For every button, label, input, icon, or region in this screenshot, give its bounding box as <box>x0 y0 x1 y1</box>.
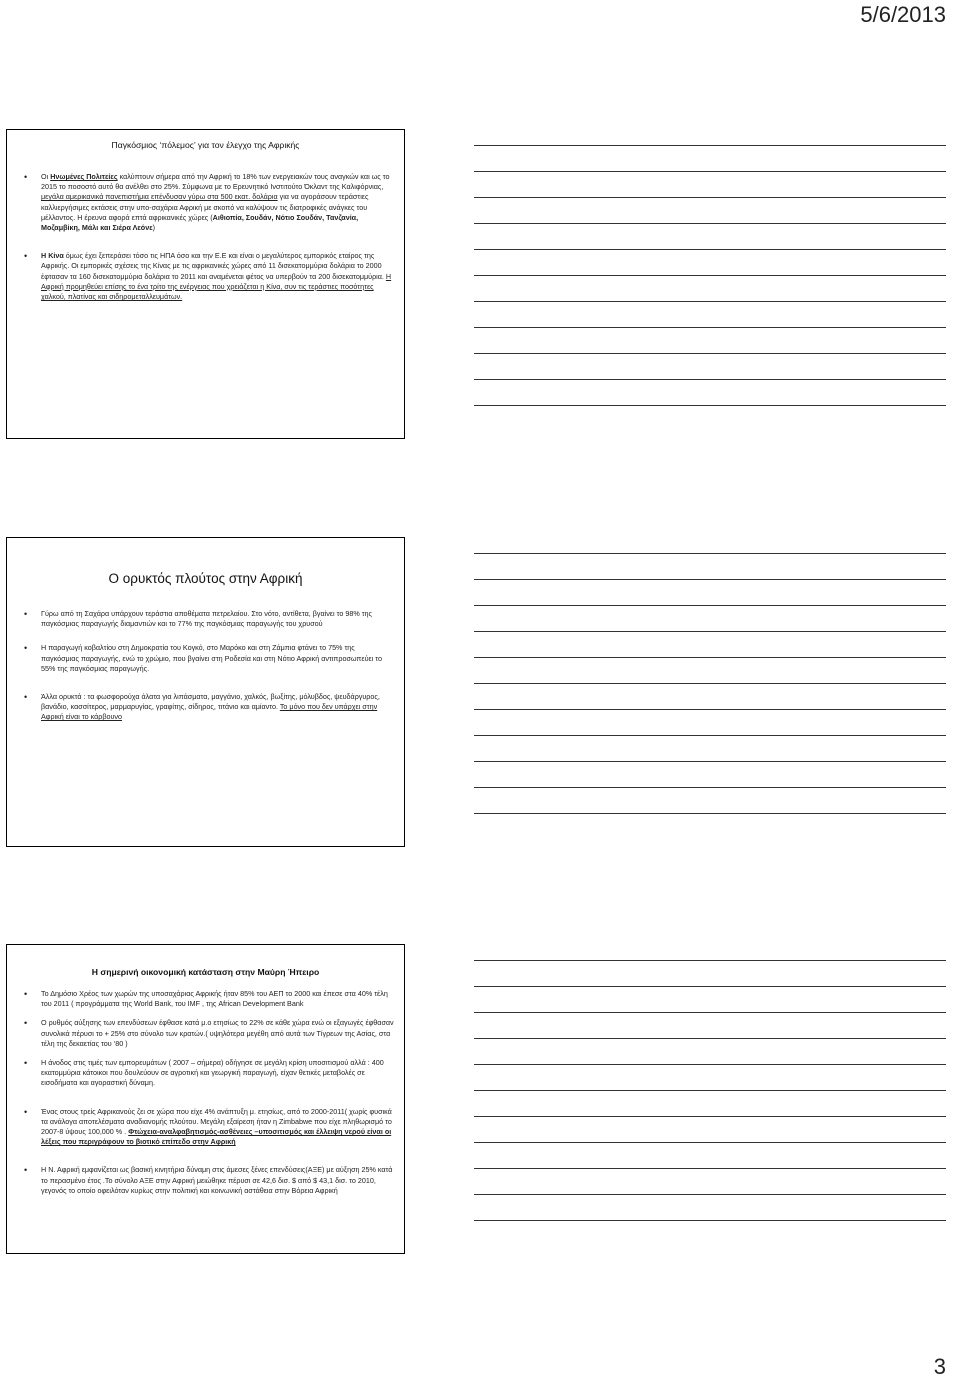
slide-3-title: Η σημερινή οικονομική κατάσταση στην Μαύρη Ήπειρο <box>91 967 320 977</box>
slide-1-title: Παγκόσμιος ‘πόλεμος’ για τον έλεγχο της Αφρικής <box>111 140 300 150</box>
text-run: Η Ν. Αφρική εμφανίζεται ως βασική κινητήρια δύναμη στις άμεσες ξένες επενδύσεις(ΑΞΕ) με αύξηση 25% κατά το περασμένο έτος .Το σύνολο ΑΞΕ στην Αφρική μειώθηκε πέρυσι σε 42,6 δισ. $ από $ 43,1 δισ. το 2010, γεγονός το οποίο οφειλόταν κυρίως στην πολιτική και κοινωνική αστάθεια στην Βόρεια Αφρική <box>41 1165 393 1195</box>
notes-line <box>474 960 946 961</box>
notes-line <box>474 327 946 328</box>
text-run: ) <box>152 223 156 233</box>
slide-3 <box>6 944 405 1254</box>
notes-line <box>474 657 946 658</box>
text-run: καλύπτουν σήμερα από την Αφρική το 18% των ενεργειακών τους αναγκών και ως το 2015 το ποσοστό αυτό θα ανέλθει στο 25%. Σύμφωνα με το Ερευνητικό Ινστιτούτο Όκλαντ της Καλιφόρνιας, <box>41 172 390 192</box>
text-run: Φτώχεια-αναλφαβητισμός-ασθένειες –υποσιτισμός και έλλειψη νερού είναι οι λέξεις που περιγράφουν το βιοτικό επίπεδο στην Αφρική <box>41 1127 392 1147</box>
text-run: μεγάλα αμερικανικά πανεπιστήμια επένδυσαν γύρω στα 500 εκατ. δολάρια <box>41 192 278 202</box>
slide-3-bullet-4 <box>17 1107 394 1148</box>
notes-line <box>474 986 946 987</box>
notes-line <box>474 249 946 250</box>
notes-line <box>474 1064 946 1065</box>
notes-line <box>474 813 946 814</box>
notes-line <box>474 579 946 580</box>
text-run: Άλλα ορυκτά : τα φωσφορούχα άλατα για λιπάσματα, μαγγάνιο, χαλκός, βωξίτης, μόλυβδος, ψευδάργυρος, βανάδιο, κασσίτερος, μαρμαρυγίας, γραφίτης, σίδηρος, τιτάνιο και αμίαντο. <box>41 692 380 712</box>
text-run: Το Δημόσιο Χρέος των χωρών της υποσαχάριας Αφρικής ήταν 85% του ΑΕΠ το 2000 και έπεσε στα 40% τέλη του 2011 ( προγράμματα της World Bank, του IMF , της African Development Bank <box>41 989 388 1009</box>
notes-line <box>474 631 946 632</box>
notes-line <box>474 301 946 302</box>
notes-line <box>474 709 946 710</box>
notes-line <box>474 787 946 788</box>
text-run: Οι <box>41 172 51 181</box>
notes-line <box>474 683 946 684</box>
notes-line <box>474 1090 946 1091</box>
notes-line <box>474 761 946 762</box>
slide-1-bullet-2 <box>17 251 394 302</box>
notes-line <box>474 1142 946 1143</box>
text-run: Ο ρυθμός αύξησης των επενδύσεων έφθασε κατά μ.ο ετησίως το 22% σε κάθε χώρα ενώ οι εξαγωγές έφθασαν συνολικά πέρυσι το + 25% στο σύνολο των κρατών.( υψηλότερα μεγέθη από αυτά των Τίγρεων της Ασίας, στα τέλη της δεκαετίας του ‘80 ) <box>41 1018 394 1048</box>
notes-line <box>474 405 946 406</box>
slide-2-title: Ο ορυκτός πλούτος στην Αφρική <box>108 571 303 586</box>
text-run: όμως έχει ξεπεράσει τόσο τις ΗΠΑ όσο και την Ε.Ε και είναι ο μεγαλύτερος εμπορικός εταίρος της Αφρικής. Οι εμπορικές σχέσεις της Κίνας με τις αφρικανικές χώρες από 11 δισεκατομμύρια δολάρια το 2000 έφτασαν τα 160 δισεκατομμύρια δολάρια το 2011 και αναμένεται φέτος να υπερβούν τα 200 δισεκατομμύρια. <box>41 251 386 281</box>
text-run: Η παραγωγή κοβαλτίου στη Δημοκρατία του Κογκό, στο Μαρόκο και στη Ζάμπια φτάνει το 75% της παγκόσμιας παραγωγής, ενώ το χρώμιο, που βγαίνει στη Ροδεσία και στη Νότιο Αφρική αντιπροσωπεύει το 55% της παγκόσμιας παραγωγής. <box>41 643 383 673</box>
slide-3-bullet-3 <box>17 1058 394 1089</box>
notes-line <box>474 223 946 224</box>
text-run: Αιθιοπία, Σουδάν, Νότιο Σουδάν, Τανζανία, Μοζαμβίκη, Μάλι και Σιέρα Λεόνε <box>41 212 359 233</box>
notes-line <box>474 379 946 380</box>
text-run: Γύρω από τη Σαχάρα υπάρχουν τεράστια αποθέματα πετρελαίου. Στο νότο, αντίθετα, βγαίνει το 98% της παγκόσμιας παραγωγής διαμαντιών και το 77% της παγκόσμιας παραγωγής του χρυσού <box>41 609 373 629</box>
text-run: Η άνοδος στις τιμές των εμπορευμάτων ( 2007 – σήμερα) οδήγησε σε μεγάλη κρίση υποσιτισμού αλλά : 400 εκατομμύρια κάτοικοι που δουλεύουν σε αγροτική και γεωργική παραγωγή, είχαν θετικές μεταβολές σε εισοδήματα και αγοραστική δύναμη. <box>41 1058 384 1088</box>
slide-2 <box>6 537 405 847</box>
slide-1-bullet-1 <box>17 172 394 233</box>
slide-3-bullet-2 <box>17 1018 394 1049</box>
notes-line <box>474 1038 946 1039</box>
slide-1 <box>6 129 405 439</box>
notes-line <box>474 735 946 736</box>
notes-line <box>474 1168 946 1169</box>
text-run: για να αγοράσουν τεράστιες καλλιεργήσιμες εκτάσεις στην υπο-σαχάρια Αφρική με σκοπό να καλύψουν τις διατροφικές ανάγκες του μέλλοντος. Η έρευνα αφορά επτά αφρικανικές χώρες ( <box>41 192 369 222</box>
text-run: Το μόνο που δεν υπάρχει στην Αφρική είναι το κάρβουνο <box>41 702 378 722</box>
header-date: 5/6/2013 <box>860 2 946 27</box>
notes-line <box>474 145 946 146</box>
notes-line <box>474 605 946 606</box>
notes-line <box>474 1194 946 1195</box>
slide-2-bullet-3 <box>17 692 394 723</box>
slide-2-bullet-2 <box>17 643 394 674</box>
text-run: Η Αφρική προμηθεύει επίσης το ένα τρίτο της ενέργειας που χρειάζεται η Κίνα, συν τις τεράστιες ποσότητες χαλκού, πλατίνας και σιδηρομεταλλευμάτων. <box>41 271 392 302</box>
text-run: Ένας στους τρείς Αφρικανούς ζει σε χώρα που είχε 4% ανάπτυξη μ. ετησίως, από το 2000-2011( χωρίς φυσικά τα ανάλογα αποτελέσματα αναδιανομής πλούτου. Μεγάλη εξαίρεση ήταν η Zimbabwe που είχε πληθωρισμό το 2007-8 ύψους 100,000 % . <box>41 1106 392 1137</box>
notes-line <box>474 353 946 354</box>
notes-line <box>474 1220 946 1221</box>
notes-line <box>474 553 946 554</box>
notes-line <box>474 275 946 276</box>
notes-line <box>474 171 946 172</box>
page-number: 3 <box>933 1354 946 1379</box>
notes-line <box>474 197 946 198</box>
slide-3-bullet-5 <box>17 1165 394 1196</box>
slide-2-bullet-1 <box>17 609 394 629</box>
text-run: Ηνωμένες Πολιτείες <box>50 172 118 181</box>
text-run: Η Κίνα <box>41 251 64 261</box>
notes-line <box>474 1116 946 1117</box>
slide-3-bullet-1 <box>17 989 394 1009</box>
notes-line <box>474 1012 946 1013</box>
